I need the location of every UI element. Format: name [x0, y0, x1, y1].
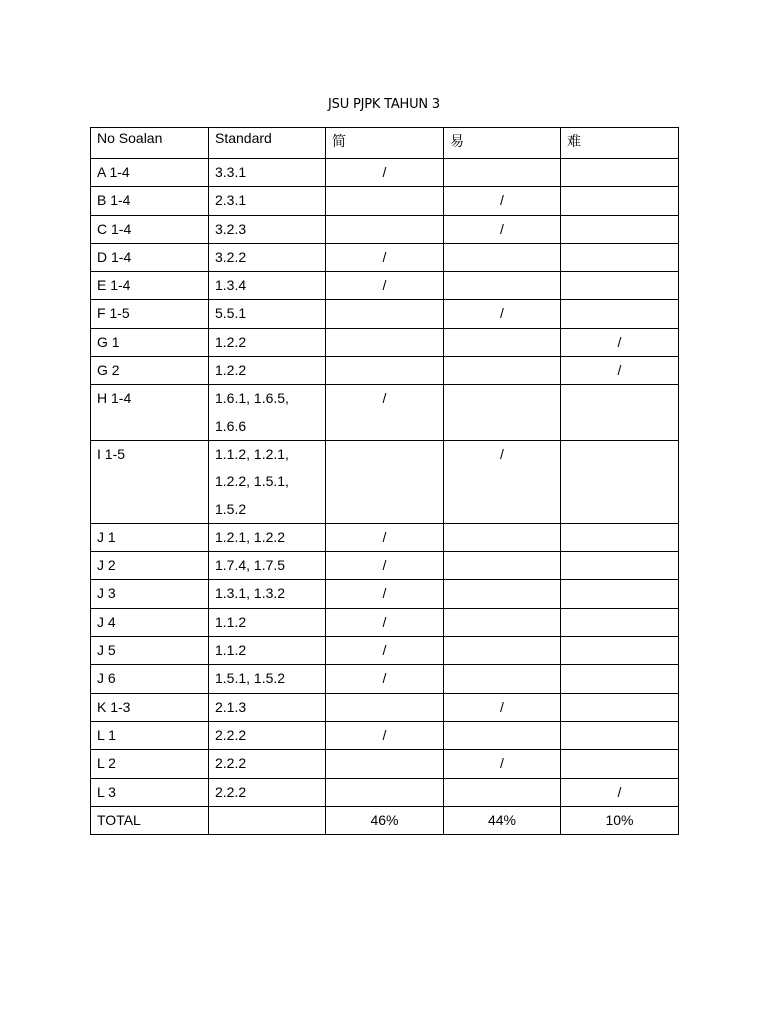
cell-no-soalan: J 3 — [91, 580, 209, 608]
table-row — [91, 215, 679, 243]
cell-mark-col1: / — [326, 243, 444, 271]
cell-standard — [209, 385, 326, 441]
standard-line: 1.5.1, 1.5.2 — [215, 670, 286, 687]
standard-line: 1.2.2 — [215, 333, 247, 350]
cell-mark-col3 — [561, 300, 679, 328]
standard-line: 3.3.1 — [215, 164, 247, 180]
cell-mark-col3 — [561, 523, 679, 551]
document-title: JSU PJPK TAHUN 3 — [328, 97, 440, 112]
cell-standard — [209, 328, 326, 356]
cell-standard — [209, 693, 326, 721]
cell-mark-col3 — [561, 721, 679, 749]
table-row — [91, 721, 679, 749]
standard-line: 1.6.1, 1.6.5, — [215, 390, 289, 407]
cell-standard — [209, 215, 326, 243]
cell-no-soalan: J 1 — [91, 523, 209, 551]
cell-standard — [209, 357, 326, 385]
standard-line: 1.2.2 — [215, 362, 247, 379]
cell-no-soalan: L 2 — [91, 750, 209, 778]
cell-mark-col1: / — [326, 665, 444, 693]
cell-mark-col3 — [561, 159, 679, 187]
cell-no-soalan: J 5 — [91, 637, 209, 665]
total-standard — [209, 806, 326, 834]
standard-line: 1.2.1, 1.2.2 — [215, 528, 286, 545]
total-col2: 44% — [444, 806, 561, 834]
table-row — [91, 608, 679, 636]
table-row — [91, 580, 679, 608]
cell-mark-col3 — [561, 552, 679, 580]
cell-mark-col3 — [561, 187, 679, 215]
cell-mark-col1 — [326, 187, 444, 215]
cell-mark-col1: / — [326, 721, 444, 749]
jsu-table-body — [91, 128, 679, 835]
cell-mark-col2: / — [444, 693, 561, 721]
cell-mark-col3: / — [561, 328, 679, 356]
cell-mark-col1 — [326, 778, 444, 806]
cell-mark-col1 — [326, 300, 444, 328]
cell-mark-col2: / — [444, 187, 561, 215]
table-total-row — [91, 806, 679, 834]
cell-standard — [209, 665, 326, 693]
table-row — [91, 385, 679, 441]
cell-no-soalan: E 1-4 — [91, 272, 209, 300]
cell-mark-col3 — [561, 243, 679, 271]
cell-mark-col2: / — [444, 215, 561, 243]
standard-line: 2.2.2 — [215, 783, 247, 800]
standard-line: 1.3.4 — [215, 277, 247, 294]
cell-mark-col2: / — [444, 300, 561, 328]
cell-no-soalan: L 1 — [91, 721, 209, 749]
cell-mark-col3 — [561, 693, 679, 721]
cell-no-soalan: B 1-4 — [91, 187, 209, 215]
table-row — [91, 693, 679, 721]
cell-mark-col1 — [326, 215, 444, 243]
standard-line: 1.1.2, 1.2.1, — [215, 445, 289, 462]
cell-no-soalan: G 2 — [91, 357, 209, 385]
cell-no-soalan: J 4 — [91, 608, 209, 636]
cell-no-soalan: L 3 — [91, 778, 209, 806]
cell-mark-col1 — [326, 357, 444, 385]
cell-mark-col2 — [444, 721, 561, 749]
cell-mark-col1 — [326, 328, 444, 356]
cell-no-soalan: F 1-5 — [91, 300, 209, 328]
table-row — [91, 272, 679, 300]
cell-no-soalan: G 1 — [91, 328, 209, 356]
table-row — [91, 300, 679, 328]
table-header-row — [91, 128, 679, 159]
cell-mark-col2 — [444, 580, 561, 608]
table-row — [91, 523, 679, 551]
cell-mark-col2 — [444, 385, 561, 441]
cell-standard — [209, 523, 326, 551]
cell-mark-col2 — [444, 272, 561, 300]
cell-mark-col2 — [444, 523, 561, 551]
cell-mark-col1: / — [326, 272, 444, 300]
cell-mark-col3 — [561, 665, 679, 693]
table-row — [91, 440, 679, 523]
standard-line: 1.1.2 — [215, 613, 247, 630]
jsu-table — [90, 127, 679, 835]
cell-mark-col2: / — [444, 750, 561, 778]
cell-standard — [209, 778, 326, 806]
cell-standard — [209, 721, 326, 749]
standard-line: 1.2.2, 1.5.1, — [215, 473, 289, 490]
standard-line: 1.6.6 — [215, 417, 247, 434]
cell-mark-col2 — [444, 552, 561, 580]
cell-mark-col1: / — [326, 608, 444, 636]
cell-standard — [209, 159, 326, 187]
cell-no-soalan: J 2 — [91, 552, 209, 580]
cell-no-soalan: H 1-4 — [91, 385, 209, 441]
cell-mark-col1: / — [326, 552, 444, 580]
standard-line: 2.1.3 — [215, 698, 247, 715]
cell-mark-col1: / — [326, 523, 444, 551]
table-row — [91, 159, 679, 187]
cell-standard — [209, 552, 326, 580]
standard-line: 1.3.1, 1.3.2 — [215, 585, 286, 602]
cell-standard — [209, 300, 326, 328]
cell-mark-col3 — [561, 637, 679, 665]
standard-line: 3.2.2 — [215, 248, 247, 265]
total-label: TOTAL — [91, 806, 209, 834]
cell-standard — [209, 272, 326, 300]
table-row — [91, 357, 679, 385]
header-difficult: 难 — [561, 128, 679, 159]
cell-standard — [209, 580, 326, 608]
header-easy-simple: 简 — [326, 128, 444, 159]
header-easy: 易 — [444, 128, 561, 159]
table-row — [91, 243, 679, 271]
cell-mark-col3: / — [561, 778, 679, 806]
cell-mark-col3 — [561, 385, 679, 441]
cell-standard — [209, 243, 326, 271]
cell-mark-col2 — [444, 243, 561, 271]
cell-standard — [209, 440, 326, 523]
standard-line: 1.7.4, 1.7.5 — [215, 557, 286, 574]
cell-mark-col3 — [561, 608, 679, 636]
cell-mark-col1: / — [326, 580, 444, 608]
cell-standard — [209, 187, 326, 215]
cell-no-soalan: I 1-5 — [91, 440, 209, 523]
header-standard: Standard — [209, 128, 326, 159]
standard-line: 2.2.2 — [215, 726, 247, 743]
standard-line: 5.5.1 — [215, 305, 247, 322]
table-row — [91, 778, 679, 806]
cell-mark-col2: / — [444, 440, 561, 523]
standard-line: 1.1.2 — [215, 642, 247, 659]
cell-mark-col1: / — [326, 159, 444, 187]
cell-mark-col2 — [444, 159, 561, 187]
cell-standard — [209, 608, 326, 636]
standard-line: 2.3.1 — [215, 192, 247, 209]
table-row — [91, 187, 679, 215]
total-col1: 46% — [326, 806, 444, 834]
cell-mark-col2 — [444, 357, 561, 385]
cell-mark-col2 — [444, 778, 561, 806]
cell-mark-col3 — [561, 215, 679, 243]
table-row — [91, 328, 679, 356]
cell-mark-col2 — [444, 637, 561, 665]
cell-mark-col1 — [326, 693, 444, 721]
cell-no-soalan: D 1-4 — [91, 243, 209, 271]
standard-line: 2.2.2 — [215, 755, 247, 772]
cell-no-soalan: A 1-4 — [91, 159, 209, 187]
standard-line: 1.5.2 — [215, 500, 247, 517]
header-no-soalan: No Soalan — [91, 128, 209, 159]
cell-mark-col3: / — [561, 357, 679, 385]
cell-mark-col3 — [561, 272, 679, 300]
cell-mark-col3 — [561, 440, 679, 523]
cell-mark-col3 — [561, 750, 679, 778]
cell-mark-col3 — [561, 580, 679, 608]
table-row — [91, 552, 679, 580]
standard-line: 3.2.3 — [215, 220, 247, 237]
table-row — [91, 750, 679, 778]
cell-mark-col1 — [326, 750, 444, 778]
cell-standard — [209, 750, 326, 778]
cell-mark-col2 — [444, 608, 561, 636]
cell-standard — [209, 637, 326, 665]
cell-mark-col2 — [444, 665, 561, 693]
cell-no-soalan: J 6 — [91, 665, 209, 693]
total-col3: 10% — [561, 806, 679, 834]
cell-mark-col1: / — [326, 637, 444, 665]
cell-no-soalan: K 1-3 — [91, 693, 209, 721]
cell-no-soalan: C 1-4 — [91, 215, 209, 243]
cell-mark-col2 — [444, 328, 561, 356]
table-row — [91, 637, 679, 665]
cell-mark-col1: / — [326, 385, 444, 441]
table-row — [91, 665, 679, 693]
cell-mark-col1 — [326, 440, 444, 523]
